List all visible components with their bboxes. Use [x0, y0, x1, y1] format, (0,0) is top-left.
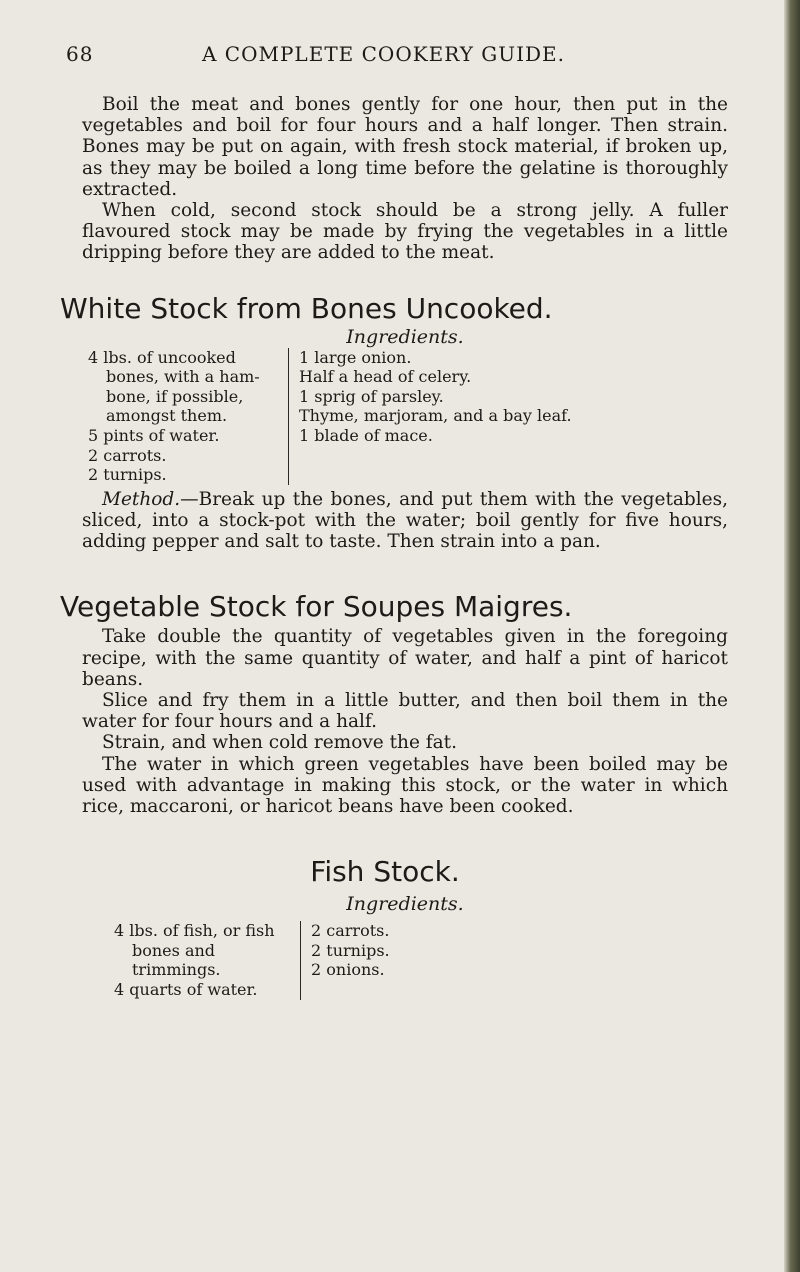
ingredient-item: 2 carrots.	[311, 921, 390, 941]
ingredient-item: 2 turnips.	[88, 465, 167, 485]
book-page-edge	[784, 0, 800, 1272]
ingredient-item: 2 onions.	[311, 960, 385, 980]
fish-stock-ingredients-label: Ingredients.	[346, 893, 464, 916]
vegetable-stock-paragraph: Slice and fry them in a little butter, and then boil them in the water for four hours and a half.	[82, 690, 728, 733]
ingredient-item: Thyme, marjoram, and a bay leaf.	[299, 406, 572, 426]
fish-stock-ingredients	[82, 921, 728, 999]
vegetable-stock-paragraph: Strain, and when cold remove the fat.	[102, 732, 457, 754]
method-label: Method.	[102, 488, 181, 510]
ingredient-item: 1 blade of mace.	[299, 426, 433, 445]
ingredient-item: 1 sprig of parsley.	[299, 386, 444, 406]
ingredient-item: 4 lbs. of uncooked bones, with a ham-bone, if possible, amongst them.	[88, 347, 260, 426]
white-stock-method	[82, 489, 728, 553]
white-stock-ingredients-right	[288, 348, 601, 485]
vegetable-stock-heading: Vegetable Stock for Soupes Maigres.	[60, 590, 573, 624]
ingredient-item: 4 quarts of water.	[114, 980, 258, 999]
white-stock-ingredients	[82, 348, 728, 485]
vegetable-stock-paragraph: The water in which green vegetables have been boiled may be used with advantage in making this stock, or the water in which rice, maccaroni, or haricot beans have been cooked.	[82, 753, 728, 818]
fish-stock-ingredients-left	[114, 921, 296, 999]
intro-paragraph-2: When cold, second stock should be a strong jelly. A fuller flavoured stock may be made by frying the vegetables in a little dripping before they are added to the meat.	[82, 200, 728, 264]
white-stock-heading: White Stock from Bones Uncooked.	[60, 291, 553, 325]
white-stock-ingredients-left	[88, 348, 274, 485]
page-content	[60, 94, 728, 1000]
ingredient-item: 4 lbs. of fish, or fish bones and trimmings.	[114, 921, 275, 980]
vegetable-stock-paragraph: Take double the quantity of vegetables given in the foregoing recipe, with the same quantity of water, and half a pint of haricot beans.	[82, 626, 728, 690]
fish-stock-ingredients-right	[300, 921, 451, 999]
fish-stock-heading: Fish Stock.	[310, 855, 460, 889]
method-text: —Break up the bones, and put them with the vegetables, sliced, into a stock-pot with the water; boil gently for five hours, adding pepper and salt to taste. Then strain into a pan.	[82, 488, 728, 553]
page-number: 68	[66, 42, 94, 66]
ingredient-item: 1 large onion.	[299, 347, 412, 367]
intro-paragraph-1: Boil the meat and bones gently for one hour, then put in the vegetables and boil for four hours and a half longer. Then strain. Bones may be put on again, with fresh stock material, if broken up, as they may be boiled a long time before the gelatine is thoroughly extracted.	[82, 94, 728, 200]
page-header	[66, 42, 746, 70]
ingredient-item: Half a head of celery.	[299, 367, 472, 387]
ingredient-item: 2 turnips.	[311, 940, 390, 960]
ingredient-item: 5 pints of water.	[88, 426, 220, 445]
running-title: A COMPLETE COOKERY GUIDE.	[202, 42, 565, 66]
white-stock-ingredients-label: Ingredients.	[346, 325, 464, 348]
ingredient-item: 2 carrots.	[88, 445, 167, 465]
